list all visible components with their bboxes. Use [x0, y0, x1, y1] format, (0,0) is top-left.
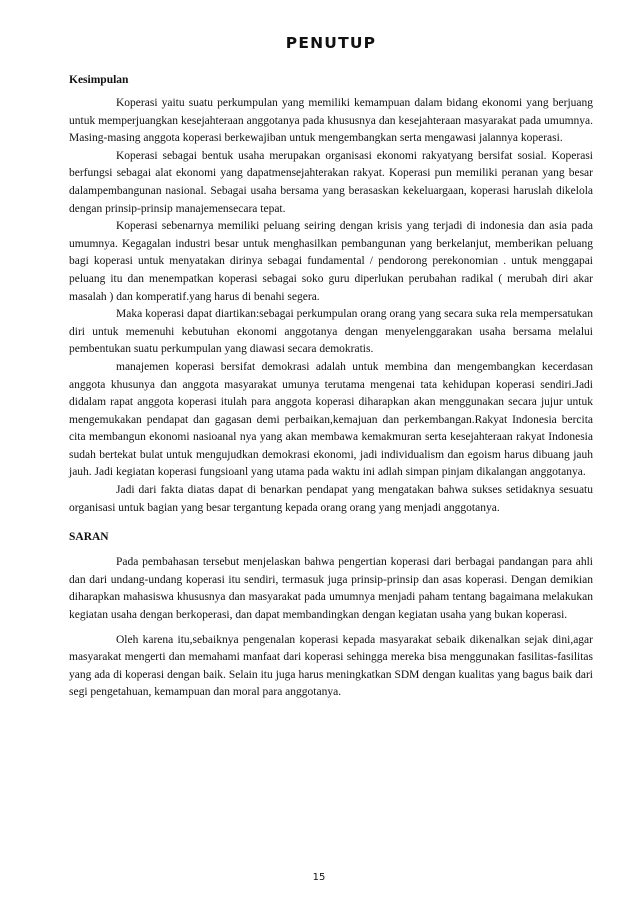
- page-title: PENUTUP: [285, 34, 377, 52]
- section-heading-kesimpulan: Kesimpulan: [69, 74, 129, 86]
- document-page: [69, 34, 593, 702]
- paragraph: Maka koperasi dapat diartikan:sebagai perkumpulan orang orang yang secara suka rela mempersatukan diri untuk memenuhi kebutuhan ekonomi anggotanya dengan menyelenggarakan usaha bersama melalui pembentukan suatu perkumpulan yang diawasi secara demokratis.: [69, 308, 593, 356]
- paragraph: Koperasi yaitu suatu perkumpulan yang memiliki kemampuan dalam bidang ekonomi yang berjuang untuk memperjuangkan kesejahteraan anggotanya pada khususnya dan kesejahteraan masyarakat pada umumnya. Masing-masing anggota koperasi berkewajiban untuk mengembangkan serta mengawasi jalannya koperasi.: [69, 97, 593, 145]
- paragraph: manajemen koperasi bersifat demokrasi adalah untuk membina dan mengembangkan kecerdasan anggota khusunya dan anggota masyarakat umunya terutama mengenai tata kehidupan koperasi sendiri.Jadi didalam rapat anggota koperasi itulah para anggota koperasi diharapkan akan menggunakan secara jujur untuk mengemukakan pendapat dan gagasan demi perbaikan,kemajuan dan perkembangan.Rakyat Indonesia bercita cita membangun ekonomi nasioanal nya yang akan membawa kemakmuran serta kesejahteraan rakyat Indonesia sudah bertekat bulat untuk mengujudkan demokrasi ekonomi, jadi individualism dan egoism harus dibuang jauh jauh. Jadi kegiatan koperasi fungsioanl yang utama pada waktu ini adlah simpan pinjam dikalangan anggotanya.: [69, 360, 593, 479]
- paragraph: Pada pembahasan tersebut menjelaskan bahwa pengertian koperasi dari berbagai pandangan para ahli dan dari undang-undang koperasi itu sendiri, termasuk juga prinsip-prinsip dan asas koperasi. Dengan demikian diharapkan mahasiswa khususnya dan masyarakat pada umumnya menjadi paham tentang bagaimana melakukan kegiatan usaha dengan berkoperasi, dan dapat membandingkan dengan kegiatan usaha yang bukan koperasi.: [69, 556, 593, 622]
- page-number: 15: [312, 872, 326, 883]
- paragraph: Oleh karena itu,sebaiknya pengenalan koperasi kepada masyarakat sebaik dikenalkan sejak dini,agar masyarakat mengerti dan memahami manfaat dari koperasi sehingga mereka bisa menggunakan fasilitas-fasilitas yang ada di koperasi dengan baik. Selain itu juga harus meningkatkan SDM dengan kualitas yang bagus baik dari segi pengetahuan, kemampuan dan moral para anggotanya.: [69, 633, 593, 699]
- paragraph: Jadi dari fakta diatas dapat di benarkan pendapat yang mengatakan bahwa sukses setidaknya sesuatu organisasi untuk bagian yang besar tergantung kepada orang orang yang menjadi anggotanya.: [69, 484, 593, 514]
- section-heading-saran: SARAN: [69, 531, 109, 544]
- paragraph: Koperasi sebenarnya memiliki peluang seiring dengan krisis yang terjadi di indonesia dan asia pada umumnya. Kegagalan industri besar untuk menghasilkan pembangunan yang berkelanjut, memberikan peluang bagi koperasi untuk menyatakan dirinya sebagai fundamental / pendorong perekonomian . untuk menggapai peluang itu dan menempatkan koperasi sebagai soko guru diperlukan perubahan radikal ( merubah diri akar masalah ) dan komperatif.yang harus di benahi segera.: [69, 220, 593, 303]
- paragraph: Koperasi sebagai bentuk usaha merupakan organisasi ekonomi rakyatyang bersifat sosial. Koperasi berfungsi sebagai alat ekonomi yang dapatmensejahterakan rakyat. Koperasi pun memiliki peranan yang besar dalampembangunan nasional. Sebagai usaha bersama yang berasaskan kekeluargaan, koperasi haruslah dikelola dengan prinsip-prinsip manajemensecara tepat.: [69, 149, 593, 215]
